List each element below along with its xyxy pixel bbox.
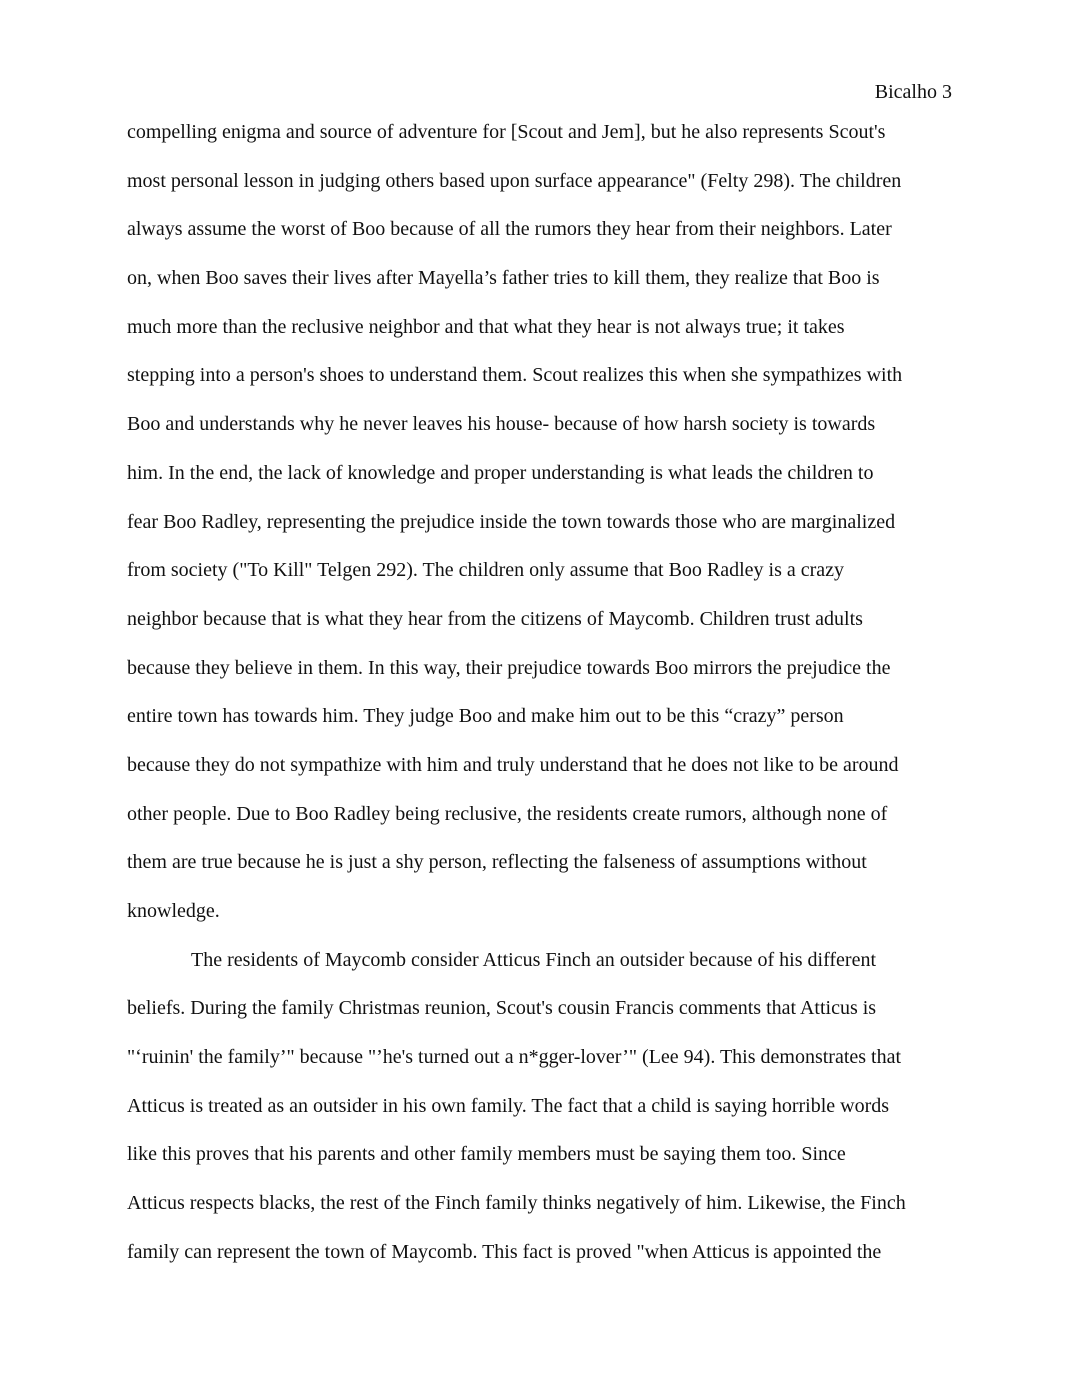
- text-line: because they believe in them. In this way, their prejudice towards Boo mirrors the prejudice the: [127, 656, 891, 679]
- text-line: fear Boo Radley, representing the prejudice inside the town towards those who are marginalized: [127, 510, 896, 533]
- text-line: beliefs. During the family Christmas reunion, Scout's cousin Francis comments that Atticus is: [127, 997, 877, 1020]
- text-line: compelling enigma and source of adventure for [Scout and Jem], but he also represents Scout's: [127, 121, 886, 143]
- text-line: knowledge.: [127, 900, 220, 922]
- text-line: other people. Due to Boo Radley being reclusive, the residents create rumors, although none of: [127, 802, 888, 825]
- text-line: Atticus is treated as an outsider in his own family. The fact that a child is saying horrible words: [127, 1094, 890, 1117]
- essay-body: [127, 118, 957, 1287]
- text-line: "‘ruinin' the family’" because "’he's turned out a n*gger-lover’" (Lee 94). This demonstrates that: [127, 1046, 902, 1069]
- text-line: them are true because he is just a shy person, reflecting the falseness of assumptions without: [127, 851, 867, 874]
- text-line: Boo and understands why he never leaves his house- because of how harsh society is towards: [127, 413, 876, 436]
- text-line: neighbor because that is what they hear from the citizens of Maycomb. Children trust adults: [127, 607, 863, 630]
- running-head: Bicalho 3: [874, 81, 952, 103]
- text-line: Atticus respects blacks, the rest of the Finch family thinks negatively of him. Likewise, the Finch: [127, 1192, 906, 1215]
- text-line: because they do not sympathize with him and truly understand that he does not like to be around: [127, 753, 899, 776]
- paragraph: [127, 946, 957, 1287]
- text-line: from society ("To Kill" Telgen 292). The children only assume that Boo Radley is a crazy: [127, 559, 845, 582]
- paragraph: [127, 118, 957, 946]
- text-line: most personal lesson in judging others based upon surface appearance" (Felty 298). The children: [127, 169, 902, 192]
- text-line: like this proves that his parents and other family members must be saying them too. Since: [127, 1143, 846, 1166]
- text-line: family can represent the town of Maycomb. This fact is proved "when Atticus is appointed the: [127, 1240, 882, 1263]
- text-line: always assume the worst of Boo because of all the rumors they hear from their neighbors. Later: [127, 218, 892, 241]
- text-line: entire town has towards him. They judge Boo and make him out to be this “crazy” person: [127, 705, 844, 728]
- text-line: him. In the end, the lack of knowledge and proper understanding is what leads the children to: [127, 461, 874, 484]
- text-line: on, when Boo saves their lives after Mayella’s father tries to kill them, they realize that Boo is: [127, 267, 880, 290]
- text-line: stepping into a person's shoes to understand them. Scout realizes this when she sympathizes with: [127, 364, 903, 387]
- text-line-indented: The residents of Maycomb consider Atticus Finch an outsider because of his different: [191, 948, 877, 971]
- text-line: much more than the reclusive neighbor and that what they hear is not always true; it takes: [127, 315, 845, 338]
